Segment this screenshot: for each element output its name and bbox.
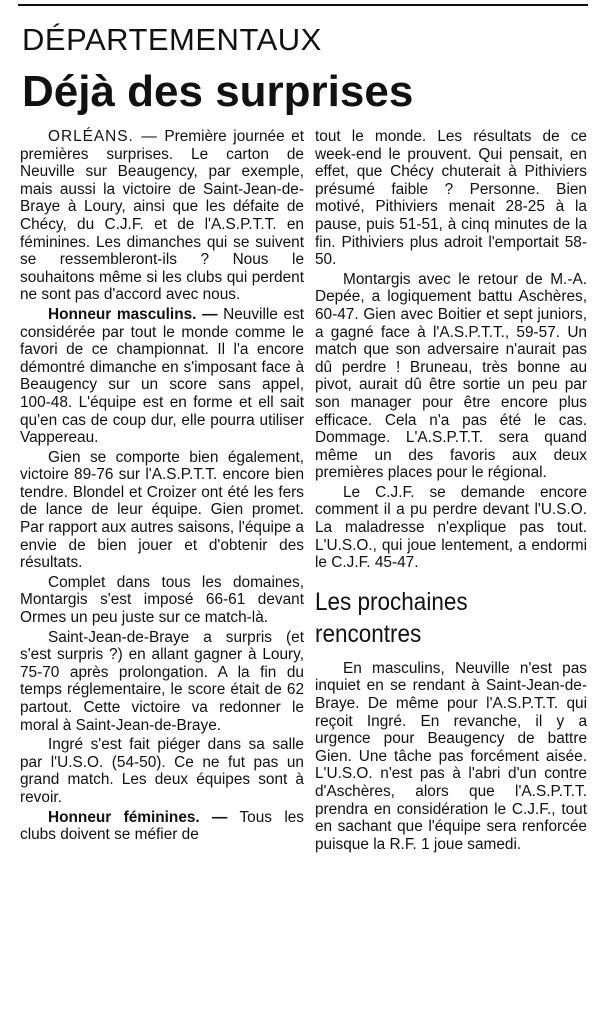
cjf-paragraph: Le C.J.F. se demande encore comment il a pu perdre devant l'U.S.O. La maladresse n'explique pas tout. L'U.S.O., qui joue lentement, a endormi le C.J.F. 45-47.: [315, 483, 587, 572]
intro-paragraph: [20, 128, 304, 304]
montargis-feminines-paragraph: Montargis avec le retour de M.-A. Depée, a logiquement battu Aschères, 60-47. Gien avec Boitier et sept juniors, a gagné face à l'A.S.P.T.T., 59-57. Un match que son adversaire n'aurait pas dû perdre ! Bruneau, très bonne au pivot, aurait dû être sortie un peu par son manager pour être encore plus efficace. Cela n'a pas été le cas. Dommage. L'A.S.P.T.T. sera quand même un des favoris aux deux premières places pour le régional.: [315, 270, 587, 482]
honneur-feminines-heading: Honneur féminines. —: [48, 808, 228, 826]
dateline: ORLÉANS. —: [48, 128, 158, 145]
section-kicker: DÉPARTEMENTAUX: [22, 22, 322, 57]
honneur-feminines-text: Tous les clubs doivent se méfier de: [20, 808, 304, 844]
honneur-masculins-text: Neuville est considérée par tout le monde comme le favori de ce championnat. Il l'a encore démontré dimanche en s'imposant face à Beaugency sur un score sans appel, 100-48. L'équipe est en forme et ell sait qu'en cas de coup dur, elle pourra utiliser Vappereau.: [20, 305, 304, 447]
right-column: [315, 128, 587, 855]
left-column: [20, 128, 304, 846]
intro-text: Première journée et premières surprises. Le carton de Neuville sur Beaugency, par exemple, mais aussi la victoire de Saint-Jean-de-Braye à Loury, ainsi que les défaite de Chécy, du C.J.F. et de l'A.S.P.T.T. en féminines. Les dimanches qui se suivent se ressembleront-ils ? Nous le souhaitons même si les clubs qui perdent ne sont pas d'accord avec nous.: [20, 128, 304, 304]
top-rule: [18, 4, 588, 6]
continuation-paragraph: tout le monde. Les résultats de ce week-end le prouvent. Qui pensait, en effet, que Chécy chuterait à Pithiviers présumé faible ? Personne. Bien motivé, Pithiviers menait 28-25 à la pause, puis 51-51, à cinq minutes de la fin. Pithiviers plus adroit l'emportait 58-50.: [315, 128, 587, 269]
prochaines-subheading: Les prochaines rencontres: [315, 587, 468, 648]
saint-jean-paragraph: Saint-Jean-de-Braye a surpris (et s'est surpris ?) en allant gagner à Loury, 75-70 après prolongation. A la fin du temps réglementaire, le score était de 62 partout. Cette victoire va redonner le moral à Saint-Jean-de-Braye.: [20, 628, 304, 734]
prochaines-paragraph: En masculins, Neuville n'est pas inquiet en se rendant à Saint-Jean-de-Braye. De même pour l'A.S.P.T.T. qui reçoit Ingré. En revanche, il y a urgence pour Beaugency de battre Gien. Une tâche pas forcément aisée. L'U.S.O. n'est pas à l'abri d'un contre d'Aschères, alors que l'A.S.P.T.T. prendra en considération le C.J.F., tout en sachant que l'équipe sera renforcée puisque la R.F. 1 joue samedi.: [315, 659, 587, 853]
honneur-feminines-paragraph: [20, 809, 304, 844]
honneur-masculins-heading: Honneur masculins. —: [48, 305, 218, 323]
ingre-paragraph: Ingré s'est fait piéger dans sa salle par l'U.S.O. (54-50). Ce ne fut pas un grand match. Les deux équipes sont à revoir.: [20, 736, 304, 806]
honneur-masculins-paragraph: [20, 306, 304, 447]
gien-paragraph: Gien se comporte bien également, victoire 89-76 sur l'A.S.P.T.T. encore bien tendre. Blondel et Croizer ont été les fers de lance de leur équipe. Gien promet. Par rapport aux autres saisons, l'équipe a envie de bien jouer et d'obtenir des résultats.: [20, 448, 304, 572]
montargis-paragraph: Complet dans tous les domaines, Montargis s'est imposé 66-61 devant Ormes un peu juste sur ce match-là.: [20, 573, 304, 627]
article-headline: Déjà des surprises: [22, 67, 414, 116]
